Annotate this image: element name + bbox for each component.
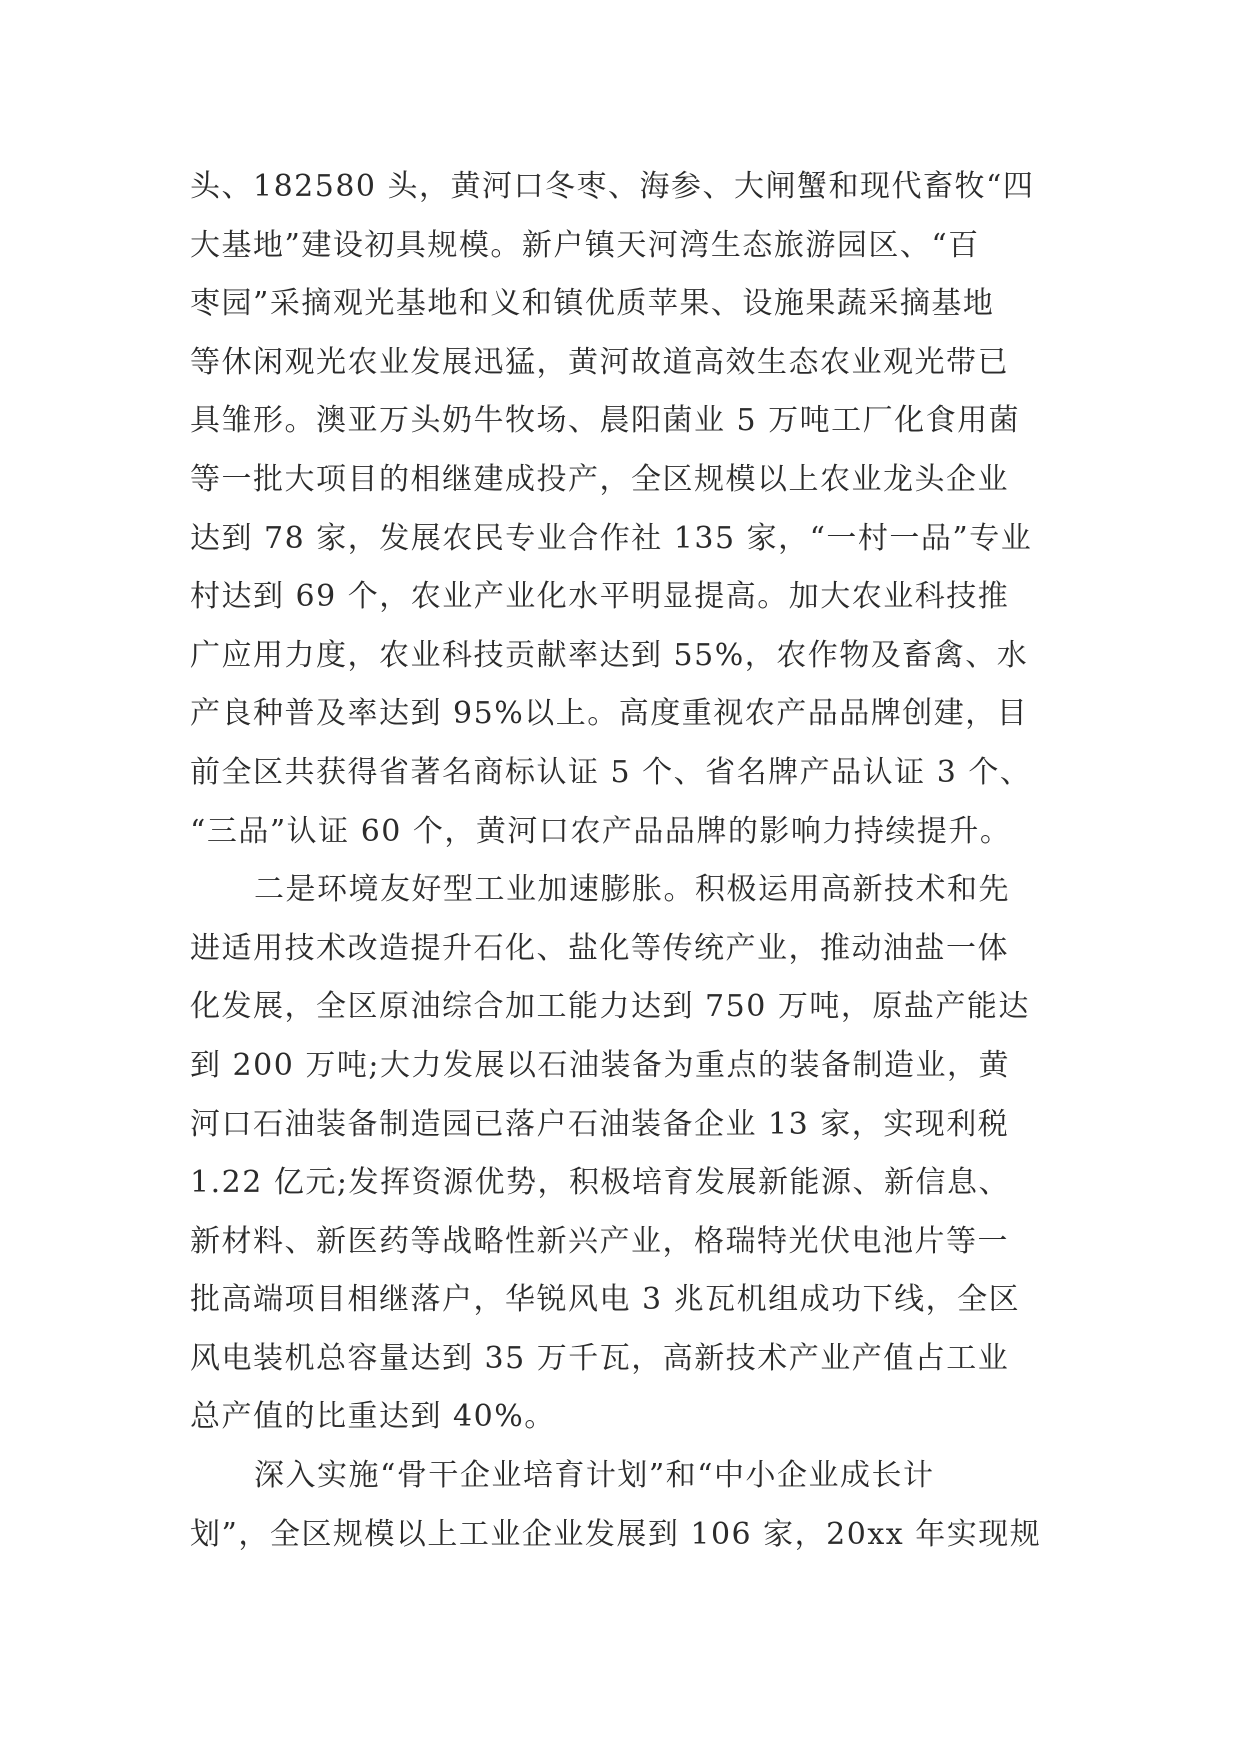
text-line: “三品”认证 60 个，黄河口农产品品牌的影响力持续提升。	[190, 813, 1012, 849]
text-line: 划”，全区规模以上工业企业发展到 106 家，20xx 年实现规	[190, 1516, 1042, 1552]
text-line: 新材料、新医药等战略性新兴产业，格瑞特光伏电池片等一	[190, 1223, 1009, 1259]
text-line: 等休闲观光农业发展迅猛，黄河故道高效生态农业观光带已	[190, 344, 1009, 380]
text-line: 风电装机总容量达到 35 万千瓦，高新技术产业产值占工业	[190, 1340, 1010, 1376]
text-line: 头、182580 头，黄河口冬枣、海参、大闸蟹和现代畜牧“四	[190, 169, 1035, 204]
text-line: 1.22 亿元;发挥资源优势，积极培育发展新能源、新信息、	[190, 1165, 1010, 1201]
text-line: 进适用技术改造提升石化、盐化等传统产业，推动油盐一体	[190, 930, 1009, 966]
text-line: 达到 78 家，发展农民专业合作社 135 家，“一村一品”专业	[190, 520, 1033, 556]
text-line: 产良种普及率达到 95%以上。高度重视农产品品牌创建，目	[190, 696, 1029, 732]
body-text	[190, 158, 1060, 1564]
text-line: 枣园”采摘观光基地和义和镇优质苹果、设施果蔬采摘基地	[190, 286, 995, 322]
text-line: 大基地”建设初具规模。新户镇天河湾生态旅游园区、“百	[190, 227, 980, 263]
text-line: 村达到 69 个，农业产业化水平明显提高。加大农业科技推	[190, 579, 1010, 615]
text-line: 批高端项目相继落户，华锐风电 3 兆瓦机组成功下线，全区	[190, 1282, 1021, 1318]
text-line: 等一批大项目的相继建成投产，全区规模以上农业龙头企业	[190, 461, 1009, 497]
text-line: 河口石油装备制造园已落户石油装备企业 13 家，实现利税	[190, 1106, 1010, 1142]
paragraph-start-line: 二是环境友好型工业加速膨胀。积极运用高新技术和先	[254, 872, 1010, 908]
text-line: 总产值的比重达到 40%。	[190, 1399, 556, 1435]
text-line: 化发展，全区原油综合加工能力达到 750 万吨，原盐产能达	[190, 989, 1030, 1025]
paragraph-start-line: 深入实施“骨干企业培育计划”和“中小企业成长计	[254, 1458, 935, 1494]
text-line: 前全区共获得省著名商标认证 5 个、省名牌产品认证 3 个、	[190, 754, 1032, 790]
text-line: 广应用力度，农业科技贡献率达到 55%，农作物及畜禽、水	[190, 637, 1029, 673]
text-line: 到 200 万吨;大力发展以石油装备为重点的装备制造业，黄	[190, 1047, 1010, 1083]
text-line: 具雏形。澳亚万头奶牛牧场、晨阳菌业 5 万吨工厂化食用菌	[190, 403, 1021, 439]
